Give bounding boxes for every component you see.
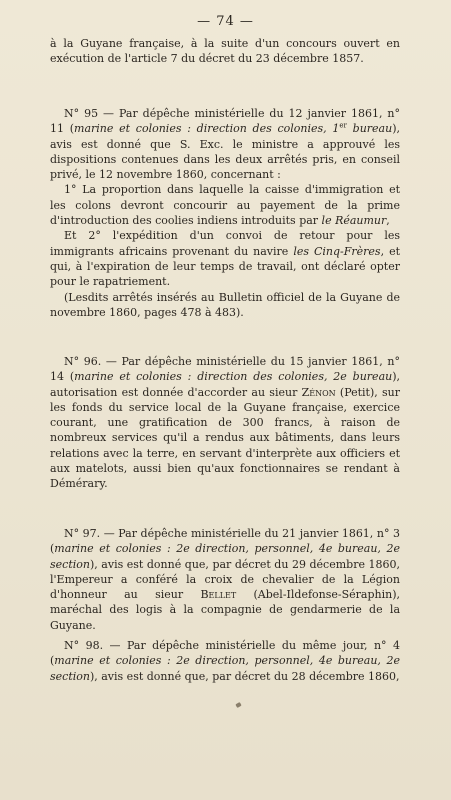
entry-98-paragraph bbox=[50, 638, 400, 684]
entry-97-text-end: (Abel-Ildefonse-Séraphin), maréchal des logis à la compagnie de gendarmerie de la Guyane. bbox=[50, 588, 400, 632]
entry-96-text-end: (Petit), sur les fonds du service local de la Guyane française, exercice courant, une gratification de 300 francs, à raison de nombreux services qu'il a rendus aux bâtiments, dans leurs relations avec la terre, en servant d'interprète aux officiers et aux matelots, aussi bien qu'aux fonctionnaires se rendant à Démérary. bbox=[50, 385, 401, 491]
continuation-text: à la Guyane française, à la suite d'un concours ouvert en exécution de l'article 7 du décret du 23 décembre 1857. bbox=[50, 37, 400, 66]
entry-95-source-italic: marine et colonies : direction des colonies, 1 bbox=[74, 122, 340, 136]
entry-97 bbox=[50, 526, 400, 633]
entry-97-text-cont: ), avis est donné que, par décret du 29 décembre 1860, l'Empereur a conféré la croix de chevalier de la Légion d'honneur au sieur bbox=[50, 557, 400, 602]
entry-97-paragraph bbox=[50, 526, 400, 633]
entry-95-paragraph-2 bbox=[50, 182, 400, 228]
entry-95-paragraph-4: (Lesdits arrêtés insérés au Bulletin officiel de la Guyane de novembre 1860, pages 478 à 483). bbox=[50, 290, 400, 319]
ship-name-reaumur: le Réaumur bbox=[321, 214, 387, 228]
entry-95-item-2-end: , et qui, à l'expiration de leur temps de travail, ont déclaré opter pour le rapatriement. bbox=[50, 244, 400, 289]
entry-95-text-cont: ), avis est donné que S. Exc. le ministre a approuvé les dispositions contenues dans les deux arrêtés pris, en conseil privé, le 12 novembre 1860, concernant : bbox=[50, 122, 400, 182]
entry-96-paragraph bbox=[50, 354, 400, 492]
entry-95-text: N° 95 — Par dépêche ministérielle du 12 janvier 1861, n° 11 ( bbox=[50, 107, 400, 136]
entry-95-superscript: er bbox=[339, 121, 347, 130]
entry-96 bbox=[50, 354, 400, 492]
entry-96-source-italic: marine et colonies : direction des colonies, 2e bureau bbox=[74, 370, 393, 384]
entry-95-item-1: 1° La proportion dans laquelle la caisse d'immigration et les colons devront concourir au payement de la prime d'introduction des coolies indiens introduits par bbox=[50, 183, 400, 228]
entry-98-source-italic: marine et colonies : 2e direction, personnel, 4e bureau, 2e section bbox=[50, 654, 400, 683]
entry-98-text-cont: ), avis est donné que, par décret du 28 décembre 1860, bbox=[89, 669, 400, 683]
entry-95-paragraph-1 bbox=[50, 106, 400, 182]
name-zenon: Zénon bbox=[301, 385, 336, 399]
entry-96-text: N° 96. — Par dépêche ministérielle du 15 janvier 1861, n° 14 ( bbox=[50, 355, 400, 384]
entry-98-text: N° 98. — Par dépêche ministérielle du même jour, n° 4 ( bbox=[50, 639, 400, 668]
ink-mark bbox=[235, 702, 241, 708]
entry-95-source-italic-end: bureau bbox=[346, 122, 393, 136]
entry-98 bbox=[50, 638, 400, 684]
entry-95-item-1-end: , bbox=[386, 214, 390, 228]
entry-97-source-italic: marine et colonies : 2e direction, personnel, 4e bureau, 2e section bbox=[50, 542, 400, 571]
name-bellet: Bellet bbox=[200, 588, 237, 602]
continuation-paragraph bbox=[50, 36, 400, 67]
entry-95 bbox=[50, 106, 400, 320]
entry-96-text-cont: ), autorisation est donnée d'accorder au sieur bbox=[50, 370, 401, 399]
ship-name-cinq-freres: les Cinq-Frères bbox=[293, 244, 381, 258]
entry-95-paragraph-3 bbox=[50, 228, 400, 289]
page-number: — 74 — bbox=[197, 14, 254, 29]
entry-97-text: N° 97. — Par dépêche ministérielle du 21 janvier 1861, n° 3 ( bbox=[50, 527, 400, 556]
entry-95-item-2: Et 2° l'expédition d'un convoi de retour pour les immigrants africains provenant du navire bbox=[50, 229, 400, 258]
